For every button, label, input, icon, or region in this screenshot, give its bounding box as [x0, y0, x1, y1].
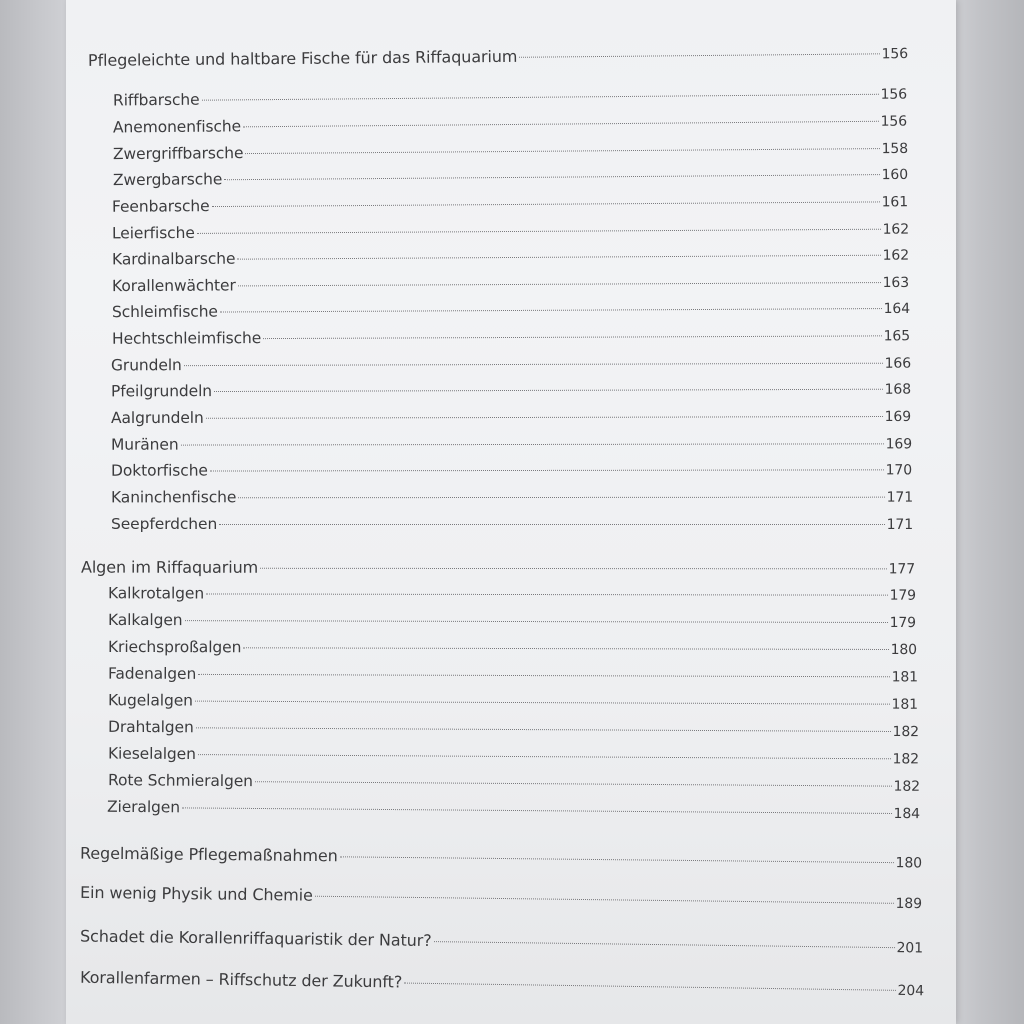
toc-entry-title: Feenbarsche	[111, 197, 210, 216]
toc-entry	[113, 85, 907, 114]
toc-entry	[112, 192, 908, 220]
toc-entry-title: Regelmäßige Pflegemaßnahmen	[79, 843, 338, 866]
dot-leader	[519, 53, 879, 57]
dot-leader	[224, 174, 879, 180]
toc-entry-page: 158	[881, 140, 909, 158]
toc-entry-page: 180	[895, 855, 923, 872]
toc-entry	[111, 407, 911, 431]
toc-entry-title: Zwergbarsche	[112, 170, 223, 190]
toc-entry-title: Algen im Riffaquarium	[80, 557, 259, 577]
dot-leader	[238, 497, 884, 499]
toc-entry-title: Anemonenfische	[112, 117, 242, 137]
toc-entry	[112, 246, 909, 273]
toc-entry-page: 156	[880, 113, 908, 130]
dot-leader	[315, 896, 894, 904]
toc-entry	[112, 299, 910, 325]
dot-leader	[237, 255, 880, 260]
toc-entry-title: Korallenfarmen – Riffschutz der Zukunft?	[79, 967, 403, 992]
toc-entry-page: 179	[889, 614, 917, 632]
toc-entry	[112, 273, 909, 299]
dot-leader	[340, 856, 894, 863]
toc-entry	[108, 771, 920, 799]
toc-entry-page: 181	[891, 696, 919, 713]
toc-entry-page: 164	[883, 300, 911, 318]
dot-leader	[260, 568, 886, 570]
toc-entry-page: 168	[884, 381, 912, 398]
toc-entry-title: Drahtalgen	[107, 717, 194, 737]
toc-entry	[108, 718, 919, 744]
dot-leader	[202, 94, 879, 101]
toc-entry-page: 170	[885, 462, 913, 479]
toc-entry-title: Grundeln	[110, 356, 182, 375]
dot-leader	[196, 727, 891, 732]
toc-entry	[111, 434, 912, 457]
toc-entry-title: Kriechsproßalgen	[107, 637, 242, 657]
toc-entry-page: 179	[889, 587, 917, 604]
toc-entry-page: 162	[882, 221, 910, 238]
dot-leader	[245, 148, 879, 154]
toc-entry	[108, 745, 919, 772]
toc-entry-page: 156	[881, 46, 909, 63]
toc-entry	[108, 691, 918, 717]
toc-entry-page: 184	[893, 805, 921, 823]
toc-entry-page: 182	[892, 723, 920, 741]
toc-entry-title: Kugelalgen	[107, 691, 193, 710]
toc-entry	[111, 460, 912, 483]
toc-entry-page: 166	[884, 355, 912, 372]
dot-leader	[206, 593, 888, 595]
toc-entry-page: 169	[884, 408, 912, 426]
toc-entry-page: 165	[883, 328, 911, 345]
dot-leader	[255, 781, 892, 786]
book-page	[66, 0, 956, 1024]
toc-entry-title: Seepferdchen	[111, 515, 218, 533]
toc-entry	[108, 638, 917, 662]
toc-entry-title: Doktorfische	[110, 461, 208, 480]
dot-leader	[404, 983, 895, 991]
dot-leader	[243, 121, 879, 128]
toc-entry-title: Schadet die Korallenriffaquaristik der Natur?	[79, 926, 432, 951]
toc-entry-page: 169	[885, 436, 913, 453]
toc-entry-page: 161	[881, 194, 909, 211]
toc-entry	[80, 968, 924, 1003]
dot-leader	[263, 335, 881, 339]
dot-leader	[434, 941, 895, 948]
dot-leader	[198, 674, 889, 677]
toc-entry	[108, 665, 918, 690]
toc-entry	[111, 380, 911, 405]
toc-entry-title: Zieralgen	[106, 797, 181, 817]
toc-entry	[113, 139, 908, 167]
toc-entry-title: Kardinalbarsche	[111, 249, 236, 269]
dot-leader	[185, 620, 888, 623]
toc-entry-page: 182	[893, 778, 921, 795]
toc-entry-title: Fadenalgen	[107, 664, 197, 683]
toc-entry-page: 182	[892, 751, 920, 768]
toc-entry-title: Kieselalgen	[107, 744, 196, 764]
toc-entry	[113, 165, 908, 193]
toc-entry-title: Muränen	[110, 435, 179, 454]
table-of-contents	[66, 0, 956, 1024]
toc-entry	[111, 488, 913, 511]
toc-entry-title: Rote Schmieralgen	[107, 771, 253, 791]
toc-entry-page: 162	[882, 247, 910, 264]
toc-entry-page: 204	[897, 982, 925, 1000]
toc-entry	[111, 515, 913, 537]
dot-leader	[214, 389, 883, 392]
dot-leader	[182, 807, 892, 814]
toc-entry-page: 156	[880, 86, 908, 103]
toc-entry	[111, 354, 911, 379]
toc-entry-page: 160	[881, 166, 909, 184]
dot-leader	[212, 201, 880, 207]
toc-entry-page: 177	[888, 561, 916, 578]
toc-entry-page: 171	[886, 517, 913, 533]
dot-leader	[197, 229, 881, 234]
toc-entry-title: Zwergriffbarsche	[112, 144, 244, 164]
dot-leader	[219, 524, 884, 525]
dot-leader	[195, 701, 890, 705]
toc-entry-page: 181	[891, 669, 919, 686]
toc-entry	[80, 926, 923, 959]
toc-entry-title: Aalgrundeln	[110, 408, 204, 428]
toc-entry-title: Kalkalgen	[107, 610, 183, 630]
toc-entry-page: 163	[882, 274, 910, 292]
toc-entry-title: Schleimfische	[111, 302, 218, 322]
dot-leader	[181, 443, 884, 445]
dot-leader	[210, 469, 884, 471]
toc-entry-title: Pflegeleichte und haltbare Fische für das Riffaquarium	[87, 46, 518, 70]
toc-entry-title: Kaninchenfische	[110, 488, 237, 507]
toc-entry	[113, 112, 907, 141]
dot-leader	[198, 754, 891, 759]
toc-entry	[107, 798, 920, 826]
toc-entry	[81, 558, 915, 581]
toc-entry-page: 201	[896, 940, 924, 957]
toc-entry-title: Hechtschleimfische	[111, 329, 262, 348]
toc-entry-page: 171	[886, 489, 914, 506]
toc-entry-page: 180	[890, 641, 918, 659]
toc-entry-title: Riffbarsche	[112, 90, 200, 110]
dot-leader	[220, 308, 882, 312]
toc-entry-title: Leierfische	[111, 223, 195, 243]
toc-entry	[80, 844, 922, 875]
toc-entry-title: Pfeilgrundeln	[110, 382, 213, 401]
toc-entry	[80, 883, 922, 915]
toc-entry	[108, 584, 916, 607]
toc-entry	[112, 220, 909, 247]
toc-entry	[112, 326, 910, 351]
toc-entry	[108, 611, 916, 635]
dot-leader	[243, 647, 888, 650]
toc-entry-title: Ein wenig Physik und Chemie	[79, 882, 313, 905]
toc-entry-title: Kalkrotalgen	[107, 584, 205, 603]
toc-entry	[88, 43, 908, 73]
dot-leader	[238, 282, 881, 286]
dot-leader	[206, 416, 883, 419]
toc-entry-title: Korallenwächter	[111, 276, 236, 296]
dot-leader	[184, 363, 883, 366]
toc-entry-page: 189	[895, 895, 923, 913]
